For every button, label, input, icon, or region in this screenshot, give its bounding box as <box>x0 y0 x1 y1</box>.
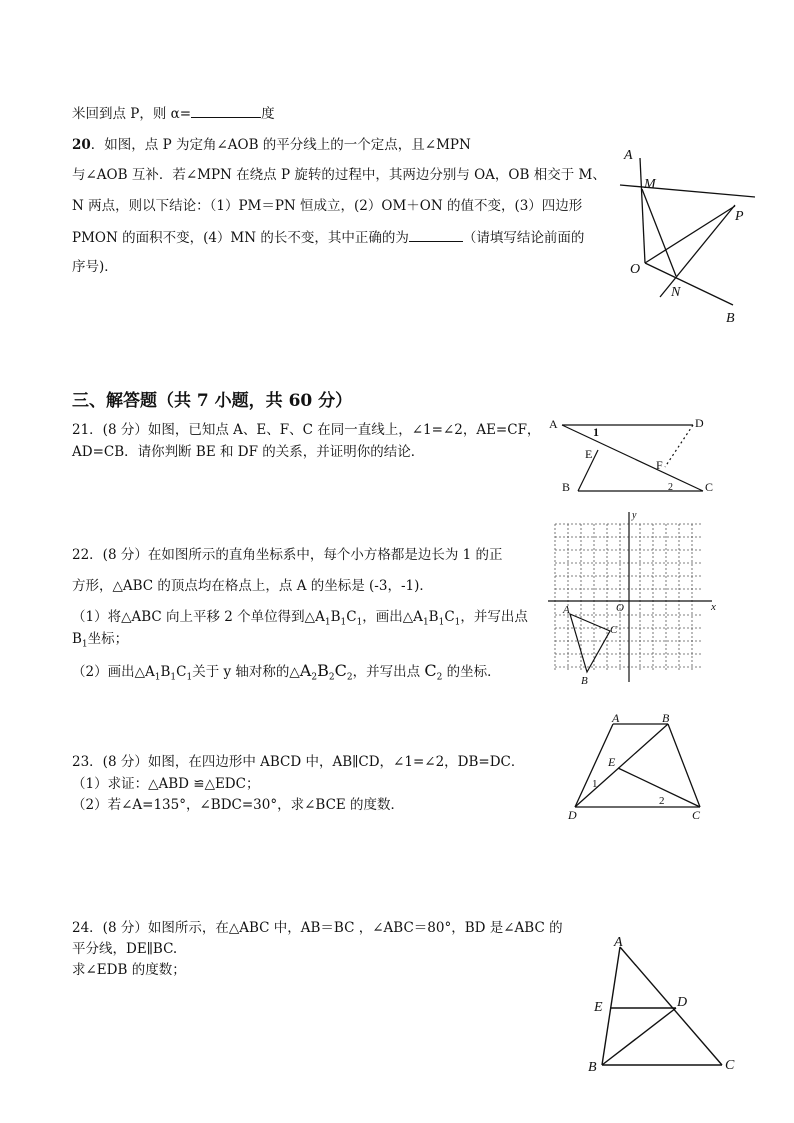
q21-line-2: AD=CB．请你判断 BE 和 DF 的关系，并证明你的结论． <box>72 444 425 460</box>
q24-segment-ac <box>620 947 722 1065</box>
q22-p2-sub-7: 2 <box>436 672 443 683</box>
q23-line-2: （1）求证：△ABD ≌△EDC； <box>72 776 260 792</box>
q24-line-1: 24．(8 分）如图所示，在△ABC 中，AB＝BC ，∠ABC＝80°，BD 是∠ABC 的 <box>72 920 563 936</box>
q22-p2-text-f: 的坐标． <box>442 664 501 680</box>
q20-label-m: M <box>644 177 656 192</box>
q22-p1-text-b2: B <box>428 609 439 625</box>
q22-p2-big-c2: C <box>424 661 437 680</box>
q20-line-3: N 两点，则以下结论：（1）PM＝PN 恒成立，(2）OM＋ON 的值不变，(3）四边形 <box>72 198 583 214</box>
q22-p2-big-c: C <box>334 661 347 680</box>
q22-p2-sub-6: 2 <box>346 672 353 683</box>
q22-p1-b1: B <box>72 631 82 647</box>
q23-label-a: A <box>612 711 620 725</box>
q20-text-1: ．如图，点 P 为定角∠AOB 的平分线上的一个定点，且∠MPN <box>90 137 471 153</box>
q22-p2-big-a: A <box>299 661 312 680</box>
q20-text-4: PMON 的面积不变，(4）MN 的长不变，其中正确的为 <box>72 230 409 246</box>
q22-p2-sub-3: 1 <box>186 672 193 683</box>
q20-number: 20 <box>72 137 91 153</box>
q22-label-a: A <box>563 604 570 616</box>
q22-p2-text-c: C <box>176 664 187 680</box>
q20-label-b: B <box>726 311 735 326</box>
q24-line-3: 求∠EDB 的度数； <box>72 962 186 978</box>
q22-p2-text-d: 关于 y 轴对称的△ <box>192 664 300 680</box>
q24-label-c: C <box>725 1058 735 1073</box>
q21-label-f: F <box>656 458 663 472</box>
q23-line-1: 23．(8 分）如图，在四边形中 ABCD 中，AB∥CD，∠1=∠2，DB=DC． <box>72 754 525 770</box>
q22-p1-sub-5: 1 <box>438 617 445 628</box>
q22-p1-sub-4: 1 <box>422 617 429 628</box>
q22-label-o: O <box>616 602 624 614</box>
q22-p1-text-c2: C <box>444 609 455 625</box>
q23-angle-1: 1 <box>592 778 598 790</box>
q24-segment-bd <box>602 1008 676 1065</box>
q23-angle-2: 2 <box>659 795 665 807</box>
q22-p1-b1-sub: 1 <box>81 639 88 650</box>
q23-line-3: （2）若∠A=135°，∠BDC=30°，求∠BCE 的度数． <box>72 797 405 813</box>
q24-line-2: 平分线，DE∥BC. <box>72 941 178 957</box>
q21-label-c: C <box>705 480 714 494</box>
q22-label-b: B <box>581 675 588 687</box>
q22-p1-text-b: B <box>330 609 341 625</box>
q22-p1-text-d: ，画出△A <box>362 609 423 625</box>
q21-label-b: B <box>562 480 571 494</box>
q22-p1-line2: 坐标； <box>87 631 129 647</box>
q22-p1-sub-3: 1 <box>356 617 363 628</box>
q22-p2-sub-4: 2 <box>311 672 318 683</box>
q22-label-c: C <box>610 624 618 636</box>
q22-p2-big-b: B <box>317 661 329 680</box>
q24-label-a: A <box>614 935 623 950</box>
q21-angle-1: 1 <box>593 425 599 439</box>
q22-p1-text-c: C <box>346 609 357 625</box>
q24-label-b: B <box>588 1060 597 1075</box>
q21-label-a: A <box>549 417 558 431</box>
q23-label-b: B <box>662 711 670 725</box>
q24-label-d: D <box>677 995 688 1010</box>
q22-line-1: 22．(8 分）在如图所示的直角坐标系中，每个小方格都是边长为 1 的正 <box>72 547 503 563</box>
q22-p1-sub-1: 1 <box>324 617 331 628</box>
q19-tail-suffix: 度 <box>261 106 275 122</box>
q20-label-o: O <box>630 262 641 277</box>
q21-label-e: E <box>585 447 593 461</box>
q20-label-p: P <box>735 209 744 224</box>
q22-p2-text-a: （2）画出△A <box>72 664 155 680</box>
q22-p1-sub-2: 1 <box>340 617 347 628</box>
q24-segment-ab <box>602 947 620 1065</box>
q20-text-5: （请填写结论前面的 <box>462 230 585 246</box>
q23-label-e: E <box>608 755 616 769</box>
q22-p2-sub-1: 1 <box>154 672 161 683</box>
q23-label-c: C <box>692 808 701 822</box>
q19-tail-prefix: 米回到点 P，则 α= <box>72 106 192 122</box>
q21-label-d: D <box>695 416 704 430</box>
q22-line-2: 方形，△ABC 的顶点均在格点上，点 A 的坐标是 (-3，-1)． <box>72 578 433 594</box>
q22-p2-text-e: ，并写出点 <box>352 664 425 680</box>
q22-p1-text-e: ，并写出点 <box>460 609 528 625</box>
q22-p1-sub-6: 1 <box>454 617 461 628</box>
q22-p2-text-b: B <box>160 664 171 680</box>
q22-p2-sub-5: 2 <box>328 672 335 683</box>
q20-label-a: A <box>624 148 633 163</box>
q20-line-2: 与∠AOB 互补．若∠MPN 在绕点 P 旋转的过程中，其两边分别与 OA，OB 相交于 M、 <box>72 167 606 183</box>
q21-angle-2: 2 <box>668 482 673 493</box>
q23-label-d: D <box>568 808 577 822</box>
q20-line-5: 序号)． <box>72 259 118 275</box>
q22-p1-text-a: （1）将△ABC 向上平移 2 个单位得到△A <box>72 609 325 625</box>
q22-p2-sub-2: 1 <box>170 672 177 683</box>
q21-line-1: 21．(8 分）如图，已知点 A、E、F、C 在同一直线上，∠1=∠2，AE=CF， <box>72 422 541 438</box>
q24-label-e: E <box>594 1000 603 1015</box>
q22-label-y: y <box>632 510 637 521</box>
q22-label-x: x <box>711 601 716 613</box>
section-3-title: 三、解答题（共 7 小题，共 60 分） <box>72 391 353 411</box>
q20-label-n: N <box>671 285 681 300</box>
